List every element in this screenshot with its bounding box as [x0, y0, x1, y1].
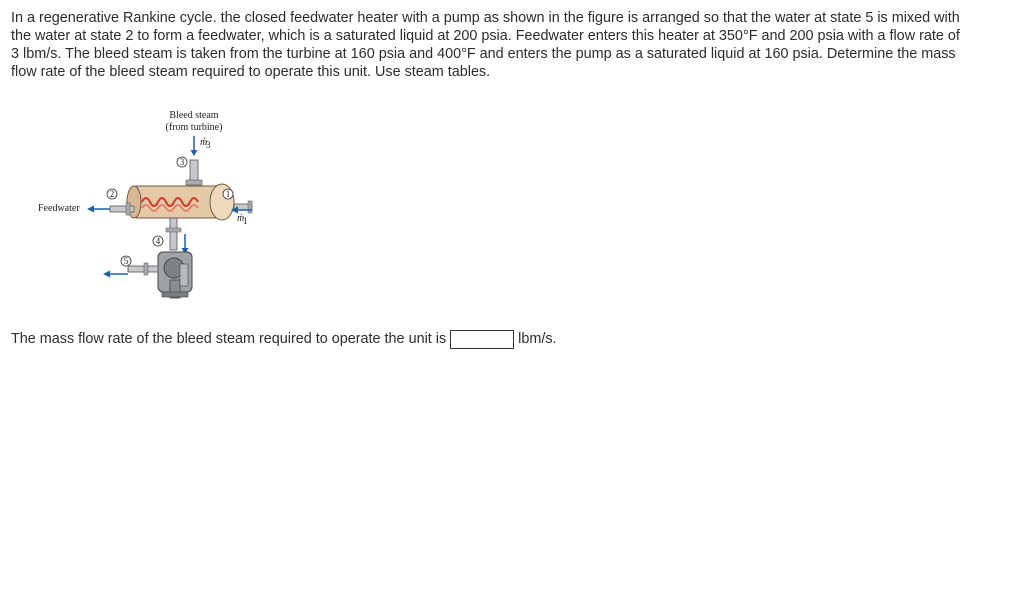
drain-arrow-icon: [182, 234, 189, 254]
answer-unit: lbm/s.: [518, 331, 557, 347]
answer-prompt: The mass flow rate of the bleed steam required to operate the unit is: [11, 331, 447, 347]
m3-label: ṁ: [200, 137, 208, 148]
m3-subscript: 3: [206, 140, 211, 150]
pump-outlet-arrow-icon: [103, 271, 128, 278]
state-4-marker: [153, 236, 163, 246]
bleed-steam-arrow-icon: [191, 136, 198, 156]
state-2-pipe: [110, 206, 134, 212]
question-text: In a regenerative Rankine cycle. the closed feedwater heater with a pump as shown in the figure is arranged so that the water at state 5 is mixed with the water at state 2 to form a feedwater, which is a saturated liquid at 200 psia. Feedwater enters this heater at 350°F and 200 psia with a flow rate of 3 lbm/s. The bleed steam is taken from the turbine at 160 psia and 400°F and enters the pump as a saturated liquid at 160 psia. Determine the mass flow rate of the bleed steam required to operate this unit. Use steam tables.: [11, 10, 960, 80]
bleed-steam-label: Bleed steam: [169, 110, 219, 121]
answer-input[interactable]: [450, 330, 514, 349]
state-5-pipe: [128, 266, 158, 272]
drain-pipe: [170, 218, 177, 250]
svg-text:5: 5: [123, 256, 129, 266]
svg-text:4: 4: [155, 236, 161, 246]
feedwater-heater-figure: [30, 104, 270, 304]
pump: [158, 252, 192, 298]
svg-text:2: 2: [109, 189, 115, 199]
m1-label: ṁ: [237, 213, 245, 224]
state-2-marker: [107, 189, 117, 199]
feedwater-arrow-icon: [87, 206, 110, 213]
svg-text:1: 1: [225, 189, 231, 199]
state-5-marker: [121, 256, 131, 266]
state-1-marker: [223, 189, 233, 199]
svg-text:3: 3: [179, 157, 185, 167]
m1-subscript: 1: [243, 216, 248, 226]
bleed-steam-source-label: (from turbine): [165, 122, 223, 133]
answer-row: [11, 329, 557, 349]
feedwater-label: Feedwater: [38, 203, 80, 214]
state-3-marker: [177, 157, 187, 167]
